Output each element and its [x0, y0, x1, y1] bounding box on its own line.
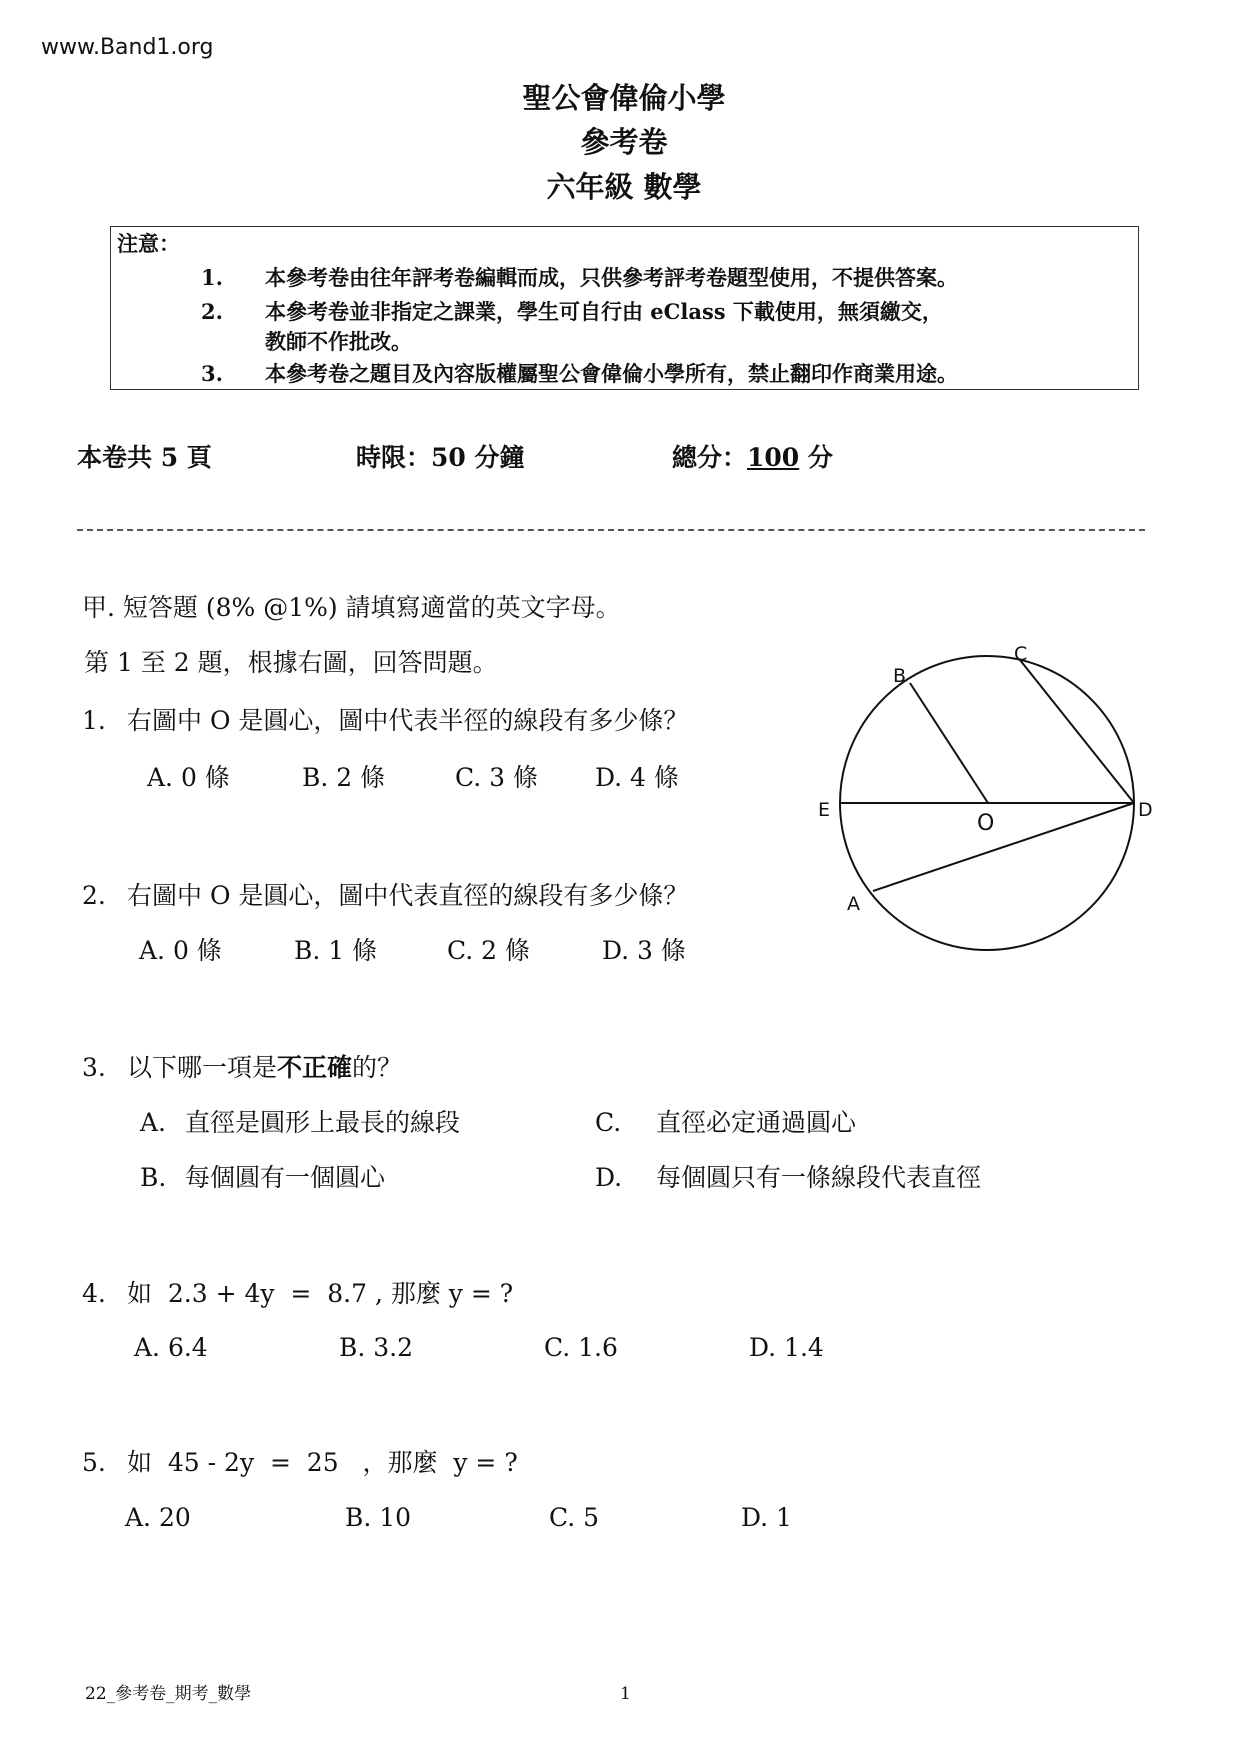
option: D. 4 條	[595, 763, 679, 792]
option: A. 6.4	[134, 1333, 208, 1362]
notice-item-cont: 教師不作批改。	[265, 329, 412, 354]
label-A: A	[847, 893, 860, 915]
option: D. 3 條	[602, 936, 686, 965]
label-O: O	[977, 811, 995, 836]
option: B. 10	[345, 1503, 412, 1532]
notice-item: 本參考卷並非指定之課業，學生可自行由 eClass 下載使用，無須繳交，	[265, 299, 943, 324]
label-C: C	[1014, 643, 1028, 665]
option: C. 2 條	[447, 936, 530, 965]
option: A. 20	[125, 1503, 191, 1532]
segment-CD	[1020, 660, 1134, 803]
question-text: 如 45 - 2y = 25 ，那麼 y = ?	[127, 1448, 518, 1477]
notice-num: 3.	[201, 361, 223, 386]
question-number: 3.	[82, 1053, 106, 1082]
notice-num: 1.	[201, 265, 223, 290]
section-intro: 第 1 至 2 題，根據右圖，回答問題。	[84, 648, 498, 677]
question-text-emphasis: 不正確	[277, 1053, 353, 1082]
score-value: 100	[747, 443, 800, 472]
question-number: 4.	[82, 1279, 106, 1308]
option: A. 0 條	[139, 936, 222, 965]
question-number: 1.	[82, 706, 106, 735]
question-text-post: 的？	[352, 1053, 403, 1082]
option-letter: B.	[140, 1163, 167, 1192]
paper-type: 參考卷	[580, 125, 668, 159]
question-number: 5.	[82, 1448, 106, 1477]
option: D. 1	[741, 1503, 792, 1532]
option: A. 0 條	[147, 763, 230, 792]
option-text: 每個圓有一個圓心	[185, 1163, 386, 1192]
page-count: 本卷共 5 頁	[77, 443, 212, 472]
time-label: 時限：	[356, 443, 432, 472]
footer-filename: 22_參考卷_期考_數學	[85, 1684, 252, 1704]
question-text-pre: 以下哪一項是	[127, 1053, 278, 1082]
option: B. 1 條	[294, 936, 378, 965]
option: C. 3 條	[455, 763, 538, 792]
option: B. 3.2	[339, 1333, 414, 1362]
score-label: 總分：	[672, 443, 748, 472]
option: C. 5	[549, 1503, 600, 1532]
question-text: 右圖中 O 是圓心，圖中代表半徑的線段有多少條？	[127, 706, 689, 735]
option-text: 直徑必定通過圓心	[656, 1108, 857, 1137]
page-number: 1	[620, 1684, 631, 1704]
notice-num: 2.	[201, 299, 223, 324]
label-E: E	[818, 799, 831, 821]
question-text: 右圖中 O 是圓心，圖中代表直徑的線段有多少條？	[127, 881, 689, 910]
option-letter: D.	[595, 1163, 623, 1192]
option-letter: C.	[595, 1108, 622, 1137]
option-text: 每個圓只有一條線段代表直徑	[656, 1163, 982, 1192]
notice-item: 本參考卷由往年評考卷編輯而成，只供參考評考卷題型使用，不提供答案。	[265, 265, 958, 290]
label-D: D	[1138, 799, 1153, 821]
segment-BO	[910, 683, 988, 803]
option: C. 1.6	[544, 1333, 618, 1362]
option-text: 直徑是圓形上最長的線段	[185, 1108, 461, 1137]
score-unit: 分	[807, 443, 833, 472]
segment-AD	[873, 803, 1134, 891]
section-title: 甲. 短答題 (8% @1%) 請填寫適當的英文字母。	[82, 593, 621, 622]
school-name: 聖公會偉倫小學	[522, 81, 726, 115]
grade-subject: 六年級 數學	[546, 170, 702, 204]
option: D. 1.4	[749, 1333, 824, 1362]
notice-item: 本參考卷之題目及內容版權屬聖公會偉倫小學所有，禁止翻印作商業用途。	[265, 361, 958, 386]
question-number: 2.	[82, 881, 106, 910]
notice-label: 注意：	[117, 231, 180, 256]
option: B. 2 條	[302, 763, 386, 792]
watermark: www.Band1.org	[41, 35, 214, 60]
question-text: 如 2.3 + 4y = 8.7 , 那麼 y = ?	[127, 1279, 514, 1308]
label-B: B	[893, 665, 907, 687]
time-value: 50 分鐘	[431, 443, 525, 472]
option-letter: A.	[140, 1108, 167, 1137]
